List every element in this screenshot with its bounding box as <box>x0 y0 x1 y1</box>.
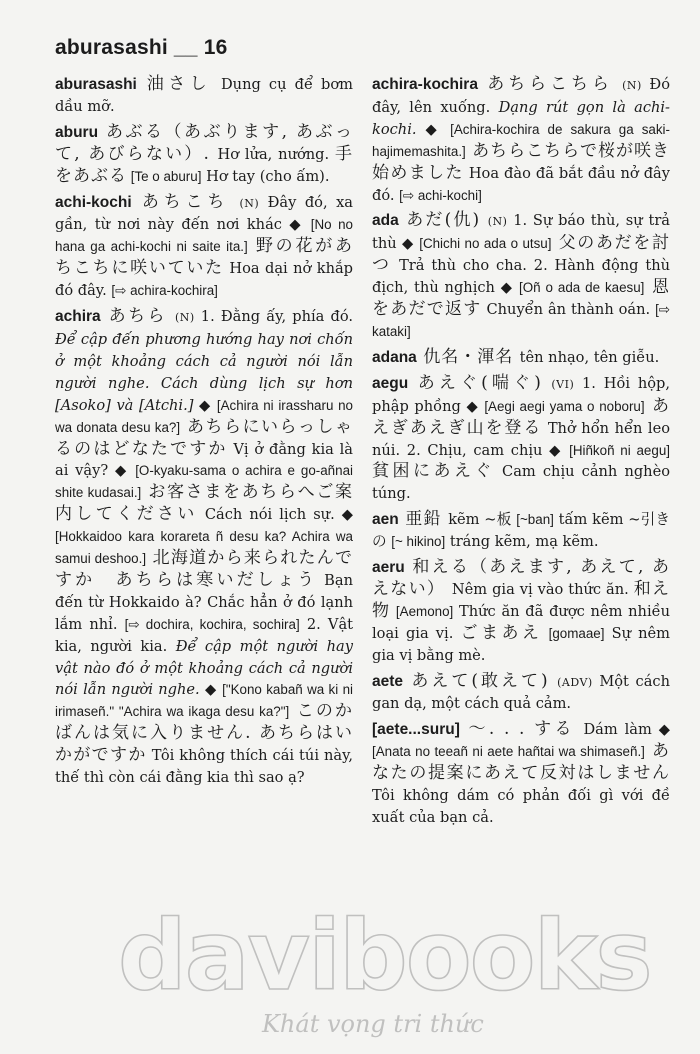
romaji-example: [Oñ o ada de kaesu] <box>519 280 645 296</box>
dictionary-entry <box>372 671 670 716</box>
definition-text: Hoa dại nở khắp đó đây. <box>55 260 354 300</box>
japanese-text: 亜鉛 <box>398 509 449 530</box>
definition-text: Nêm gia vị vào thức ăn. <box>451 580 634 598</box>
romaji-example: [Achira ni irassharu no wa donata desu ka?] <box>55 397 353 435</box>
usage-note: Dạng rút gọn là achi-kochi. <box>372 98 670 138</box>
japanese-text: あちら <box>100 306 175 327</box>
definition-text: Đây đó, xa gần, từ nơi này đến nơi khác ◆ <box>55 193 353 234</box>
definition-text: Hơ tay (cho ấm). <box>201 167 330 185</box>
romaji-example: [O-kyaku-sama o achira e go-añnai shite kudasai.] <box>55 463 353 501</box>
definition-text: 2. Vật kia, người kia. <box>55 615 354 655</box>
japanese-text: あだ(仇) <box>398 210 488 231</box>
definition-text: Dám làm ◆ <box>583 721 670 739</box>
entry-headword: aen <box>372 511 399 529</box>
part-of-speech: (N) <box>174 311 195 325</box>
dictionary-entry <box>372 557 670 667</box>
japanese-text: あちこち <box>131 191 240 212</box>
romaji-example: [No no hana ga achi-kochi ni saite ita.] <box>55 217 354 255</box>
part-of-speech: (VI) <box>551 377 575 391</box>
entry-headword: aete <box>372 672 404 690</box>
romaji-example: [⇨ kataki] <box>372 302 671 339</box>
definition-text: Tôi không dám có phản đối gì với đề xuất của bạn cả. <box>372 787 670 826</box>
definition-text: Thức ăn đã được nêm nhiều loại gia vị. <box>372 602 670 642</box>
romaji-example: [gomaae] <box>542 625 605 641</box>
japanese-text: 恩をあだで返す <box>372 277 671 320</box>
entry-headword: achira <box>55 308 101 326</box>
dictionary-entry <box>372 509 670 553</box>
part-of-speech: (N) <box>487 215 508 229</box>
entry-headword: [aete...suru] <box>372 721 460 739</box>
definition-text: Thở hổn hển leo núi. 2. Chịu, cam chịu ◆ <box>372 419 671 459</box>
part-of-speech: (N) <box>622 79 642 92</box>
japanese-text: 油さし <box>136 74 221 94</box>
japanese-text: あぶる（あぶります, あぶって, あびらない）. <box>55 121 353 164</box>
watermark-tagline: Khát vọng tri thức <box>262 1010 484 1038</box>
japanese-text: お客さまをあちらへご案内してください <box>55 482 354 525</box>
japanese-text: 仇名・渾名 <box>416 346 520 367</box>
japanese-text: このかばんは気に入りません. あちらはいかがですか <box>55 701 354 766</box>
definition-text: Trả thù cho cha. 2. Hành động thù địch, thù nghịch ◆ <box>372 257 671 297</box>
definition-text: Cách nói lịch sự. ◆ <box>197 506 353 524</box>
romaji-example: [⇨ achira-kochira] <box>111 283 218 299</box>
right-column <box>372 74 670 833</box>
romaji-example: [~ban] <box>516 512 554 528</box>
entry-headword: aburasashi <box>55 76 137 93</box>
definition-text: Cam chịu cảnh nghèo túng. <box>372 463 671 503</box>
japanese-text: ごまあえ <box>460 622 543 643</box>
japanese-text: 和え物 <box>372 578 671 621</box>
definition-text: Đó đây, lên xuống. <box>372 76 670 116</box>
definition-text: Sự nêm gia vị bằng mè. <box>372 624 670 664</box>
japanese-text: あえて(敢えて) <box>403 670 558 691</box>
japanese-text: 〜. . . する <box>459 719 584 740</box>
japanese-text: あちらこちらで桜が咲き始めました <box>372 140 671 183</box>
romaji-example: [~ hikino] <box>391 534 446 550</box>
romaji-example: [Chichi no ada o utsu] <box>419 236 552 252</box>
definition-text: 1. Đằng ấy, phía đó. <box>194 308 353 326</box>
japanese-text: 手をあぶる <box>55 143 353 186</box>
romaji-example: [Hiñkoñ ni aegu] <box>569 442 670 458</box>
japanese-text: あえぎあえぎ山を登る <box>372 395 671 438</box>
japanese-text: あえぐ(喘ぐ) <box>408 372 552 393</box>
definition-text: tấm kẽm ~引きの <box>372 511 670 551</box>
japanese-text: あちらこちら <box>477 74 623 94</box>
entry-headword: adana <box>372 348 417 366</box>
definition-text: Tôi không thích cái túi này, thế thì còn cái đằng kia thì sao ạ? <box>55 747 354 787</box>
dictionary-entry <box>372 347 670 369</box>
definition-text: tráng kẽm, mạ kẽm. <box>445 533 599 551</box>
entry-headword: aeru <box>372 559 405 577</box>
dictionary-entry <box>55 306 353 789</box>
dictionary-entry <box>372 210 670 342</box>
definition-text: ◆ <box>193 396 217 414</box>
japanese-text: 和える（あえます, あえて, あえない） <box>372 557 670 599</box>
dictionary-entry <box>372 373 670 505</box>
watermark-brand: davibooks <box>118 900 651 1012</box>
japanese-text: あちらにいらっしゃるのはどなたですか <box>55 416 353 459</box>
definition-text: Một cách gan dạ, một cách quả cảm. <box>372 672 670 713</box>
definition-text: Vị ở đằng kia là ai vậy? ◆ <box>55 440 353 480</box>
part-of-speech: (ADV) <box>557 675 593 689</box>
dictionary-entry <box>55 192 353 303</box>
japanese-text: 貧困にあえぐ <box>372 461 495 482</box>
definition-text: Hoa đào đã bắt đầu nở đây đó. <box>372 164 671 204</box>
romaji-example: ["Kono kabañ wa ki ni irimaseñ." "Achira wa ikaga desu ka?"] <box>55 682 353 720</box>
entry-headword: achi-kochi <box>55 193 132 211</box>
entry-headword: ada <box>372 212 399 230</box>
usage-note: Để cập một người hay vật nào đó ở một khoảng cách cả người nói lẫn người nghe. <box>55 637 353 699</box>
dictionary-entry <box>55 122 353 188</box>
dictionary-entry <box>55 74 353 118</box>
romaji-example: [Te o aburu] <box>127 168 202 184</box>
part-of-speech: (N) <box>239 196 260 210</box>
dictionary-entry <box>372 74 670 206</box>
romaji-example: [⇨ dochira, kochira, sochira] <box>124 616 300 632</box>
definition-text: ◆ <box>416 120 451 138</box>
definition-text: Bạn đến từ Hokkaido à? Chắc hẳn ở đó lạnh lắm nhỉ. <box>55 571 354 633</box>
definition-text: Chuyển ân thành oán. <box>481 301 656 319</box>
romaji-example: [Achira-kochira de sakura ga saki-hajimemashita.] <box>372 121 670 159</box>
japanese-text: 父のあだを討つ <box>372 233 670 276</box>
romaji-example: [Hokkaidoo kara korareta ñ desu ka? Achira wa samui deshoo.] <box>55 529 353 567</box>
definition-text: tên nhạo, tên giễu. <box>519 348 660 366</box>
entry-headword: achira-kochira <box>372 76 478 93</box>
definition-text: Hơ lửa, nướng. <box>217 145 335 163</box>
definition-text: 1. Sự báo thù, sự trả thù ◆ <box>372 212 671 253</box>
romaji-example: [Anata no teeañ ni aete hañtai wa shimaseñ.] <box>372 744 645 760</box>
japanese-text: あなたの提案にあえて反対はしません <box>372 741 670 784</box>
left-column <box>55 74 353 793</box>
entry-headword: aburu <box>55 123 99 141</box>
definition-text: Dụng cụ để bơm dầu mỡ. <box>55 76 353 115</box>
japanese-text: 北海道から来られたんですか あちらは寒いだしょう <box>55 548 353 590</box>
page-header: aburasashi __ 16 <box>55 36 228 59</box>
romaji-example: [⇨ achi-kochi] <box>399 187 482 203</box>
definition-text: ◆ <box>199 681 223 699</box>
definition-text: kẽm ~板 <box>448 511 517 529</box>
entry-headword: aegu <box>372 374 409 392</box>
japanese-text: 野の花があちこちに咲いていた <box>55 236 353 279</box>
definition-text: 1. Hồi hộp, phập phồng ◆ <box>372 374 670 415</box>
dictionary-entry <box>372 719 670 829</box>
romaji-example: [Aemono] <box>391 603 454 619</box>
usage-note: Để cập đến phương hướng hay nơi chốn ở một khoảng cách cả người nói lẫn người nghe. Cách dùng lịch sự hơn [Asoko] và [Atchi.] <box>55 330 353 414</box>
romaji-example: [Aegi aegi yama o noboru] <box>484 398 645 414</box>
